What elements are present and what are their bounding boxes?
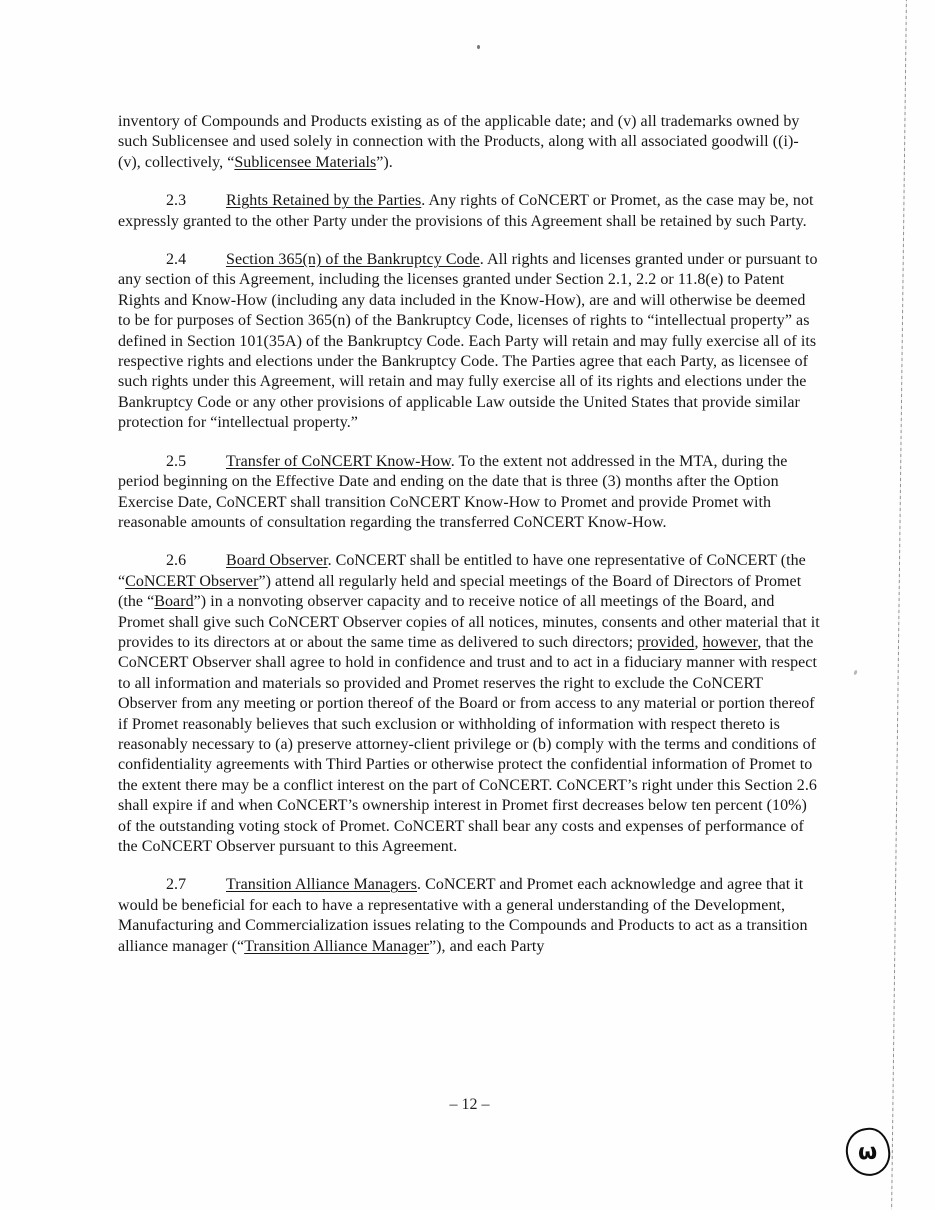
defined-term-concert-observer: CoNCERT Observer [125,572,259,590]
scan-artifact-edge-line [891,0,907,1210]
defined-term-sublicensee-materials: Sublicensee Materials [234,153,377,171]
section-2-3-rights-retained [118,191,821,232]
body-text: ”) in a nonvoting observer capacity and to receive notice of all meetings of the Board, and Promet shall give such CoNCERT Observer copies of all notices, minutes, consents and other material that it provides to its directors at or about the same time as delivered to such directors; [118,593,820,651]
section-heading: Board Observer [226,552,328,570]
body-text: . Any rights of CoNCERT or Promet, as the case may be, not expressly granted to the other Party under the provisions of this Agreement shall be retained by such Party. [118,192,814,230]
scan-speck [853,670,858,676]
initial-glyph: ω [857,1139,879,1166]
body-text: . CoNCERT and Promet each acknowledge and agree that it would be beneficial for each to have a representative with a general understanding of the Development, Manufacturing and Commercialization issues relating to the Compounds and Products to act as a transition alliance manager (“ [118,876,808,955]
body-text: ”) attend all regularly held and special meetings of the Board of Directors of Promet (the “ [118,572,802,611]
body-text: , [694,633,703,651]
body-text: ”). [376,153,393,171]
section-heading: Transition Alliance Managers [226,876,418,894]
defined-term-transition-alliance-manager: Transition Alliance Manager [244,937,429,955]
section-heading: Rights Retained by the Parties [226,192,422,210]
body-text: , that the CoNCERT Observer shall agree to hold in confidence and trust and to act in a fiduciary manner with respect to all information and materials so provided and Promet reserves the right to exclude the CoNCERT Observer from any meeting or portion thereof of the Board or from access to any material or portion thereof if Promet reasonably believes that such exclusion or withholding of information with respect thereto is reasonably necessary to (a) preserve attorney-client privilege or (b) comply with the terms and conditions of confidentiality agreements with Third Parties or otherwise protect the confidential information of Promet to the extent there may be a conflict interest on the part of CoNCERT. CoNCERT’s right under this Section 2.6 shall expire if and when CoNCERT’s ownership interest in Promet first decreases below ten percent (10%) of the outstanding voting stock of Promet. CoNCERT shall bear any costs and expenses of performance of the CoNCERT Observer pursuant to this Agreement. [118,633,817,855]
page-body-text [118,0,821,975]
section-number: 2.7 [166,876,187,894]
emphasis-however: however [702,633,758,651]
section-number: 2.3 [166,192,187,210]
section-number: 2.4 [166,251,187,269]
handwritten-circled-initial [843,1125,893,1178]
body-text: ”), and each Party [428,937,545,955]
section-heading: Transfer of CoNCERT Know-How [226,452,451,470]
section-2-7-transition-alliance-managers [118,875,821,957]
section-2-6-board-observer [118,551,821,857]
page-number: – 12 – [449,1096,490,1113]
body-text: inventory of Compounds and Products existing as of the applicable date; and (v) all trademarks owned by such Sublicensee and used solely in connection with the Products, along with all associated goodwill ((i)-(v), collectively, “ [118,113,800,171]
paragraph-sublicensee-materials-continuation [118,112,821,173]
body-text: . To the extent not addressed in the MTA, during the period beginning on the Effective Date and ending on the date that is three (3) months after the Option Exercise Date, CoNCERT shall transition CoNCERT Know-How to Promet and provide Promet with reasonable amounts of consultation regarding the transferred CoNCERT Know-How. [118,452,788,531]
section-number: 2.6 [166,552,187,570]
section-heading: Section 365(n) of the Bankruptcy Code [226,251,480,269]
body-text: . All rights and licenses granted under or pursuant to any section of this Agreement, including the licenses granted under Section 2.1, 2.2 or 11.8(e) to Patent Rights and Know-How (including any data included in the Know-How), are and will otherwise be deemed to be for purposes of Section 365(n) of the Bankruptcy Code, licenses of rights to “intellectual property” as defined in Section 101(35A) of the Bankruptcy Code. Each Party will retain and may fully exercise all of its respective rights and elections under the Bankruptcy Code. The Parties agree that each Party, as licensee of such rights under this Agreement, will retain and may fully exercise all of its rights and elections under the Bankruptcy Code or any other provisions of applicable Law outside the United States that provide similar protection for “intellectual property.” [118,251,818,432]
body-text: . CoNCERT shall be entitled to have one representative of CoNCERT (the “ [118,552,806,590]
emphasis-provided: provided [637,633,695,651]
section-2-4-bankruptcy-code [118,250,821,434]
section-number: 2.5 [166,452,187,470]
defined-term-board: Board [154,593,194,611]
section-2-5-transfer-of-know-how [118,452,821,534]
